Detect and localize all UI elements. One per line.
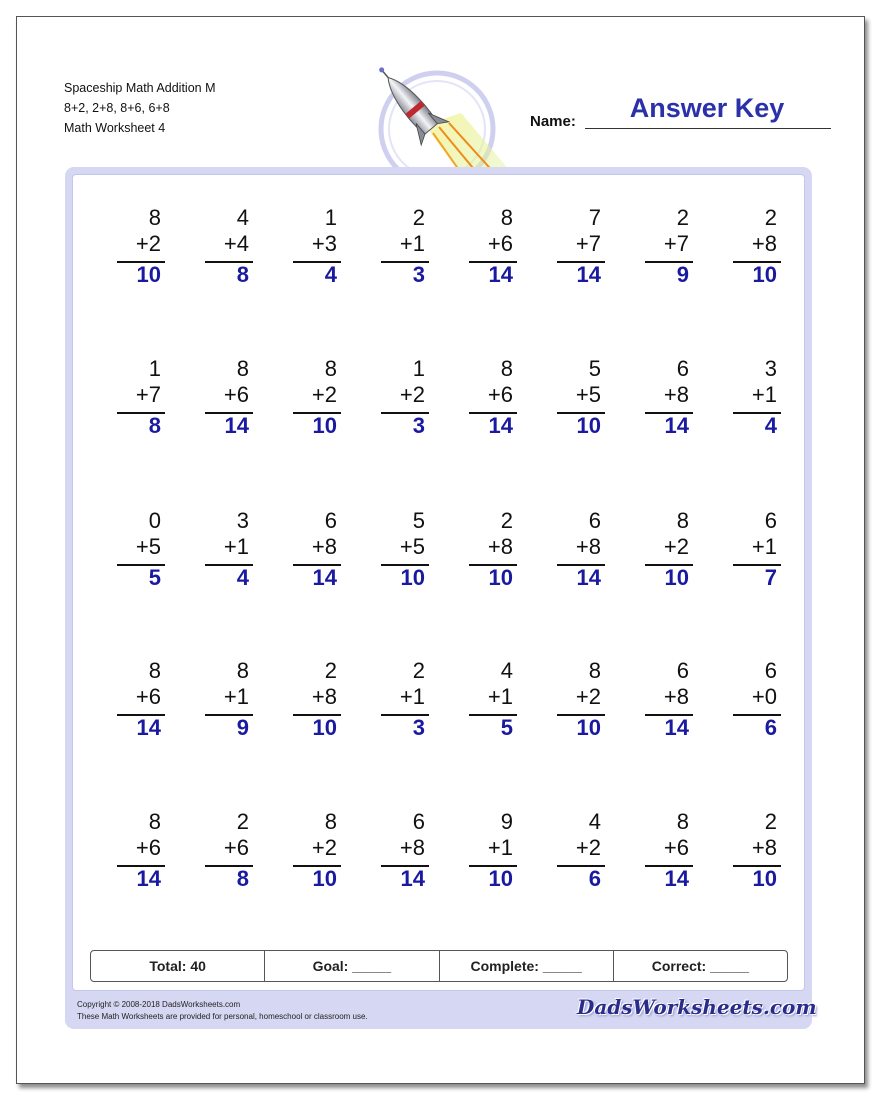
answer: 10 [752,866,777,891]
addend-bottom: +4 [223,231,249,256]
answer: 14 [136,866,161,891]
addend-top: 2 [500,508,513,533]
addend-top: 6 [676,356,689,381]
addend-bottom: +5 [135,534,161,559]
addend-top: 3 [764,356,777,381]
addend-top: 4 [500,658,513,683]
problem [121,205,161,287]
problem [737,658,777,740]
problem [737,809,777,891]
addend-bottom: +8 [663,382,689,407]
addend-top: 2 [236,809,249,834]
addend-top: 8 [500,205,513,230]
problem-area [72,174,805,991]
answer: 9 [676,262,689,287]
answer: 14 [400,866,425,891]
addend-bottom: +8 [311,534,337,559]
worksheet-header [64,78,215,138]
addend-bottom: +6 [487,382,513,407]
problem [297,658,337,740]
addend-bottom: +2 [575,835,601,860]
addend-bottom: +6 [223,382,249,407]
answer: 14 [576,262,601,287]
answer: 10 [312,413,337,438]
answer: 10 [136,262,161,287]
name-label: Name: [530,113,576,130]
addend-top: 8 [148,809,161,834]
answer: 14 [488,413,513,438]
problem [121,508,161,590]
goal-field[interactable]: Goal: _____ [265,951,439,981]
answer: 10 [576,413,601,438]
addend-top: 3 [236,508,249,533]
problem [561,205,601,287]
answer: 4 [764,413,777,438]
addend-top: 8 [324,809,337,834]
addend-top: 8 [148,658,161,683]
addend-top: 8 [236,658,249,683]
problem [121,356,161,438]
addend-top: 8 [324,356,337,381]
name-line[interactable] [585,128,831,129]
addend-top: 5 [588,356,601,381]
addend-top: 9 [500,809,513,834]
addend-bottom: +2 [399,382,425,407]
answer: 14 [224,413,249,438]
addend-bottom: +8 [751,835,777,860]
answer: 10 [312,866,337,891]
worksheet-page [16,16,865,1084]
problem [737,205,777,287]
addend-top: 4 [588,809,601,834]
correct-field[interactable]: Correct: _____ [651,958,750,974]
addend-top: 1 [148,356,161,381]
addend-bottom: +6 [223,835,249,860]
answer: 14 [136,715,161,740]
problem [473,508,513,590]
problem [209,658,249,740]
addend-top: 1 [324,205,337,230]
problem [649,809,689,891]
answer: 8 [236,262,249,287]
problem [737,508,777,590]
addend-bottom: +8 [751,231,777,256]
answer: 14 [664,715,689,740]
addend-bottom: +1 [751,534,777,559]
addend-bottom: +1 [487,684,513,709]
problem [561,356,601,438]
problem [561,809,601,891]
answer: 5 [500,715,513,740]
problem [121,809,161,891]
addend-top: 6 [412,809,425,834]
answer: 14 [312,565,337,590]
dadsworksheets-logo: DadsWorksheets.com [577,995,817,1019]
problem [473,356,513,438]
problem [649,356,689,438]
addend-top: 2 [324,658,337,683]
addend-top: 8 [500,356,513,381]
problem [473,205,513,287]
answer: 8 [148,413,161,438]
addend-top: 2 [676,205,689,230]
addend-bottom: +1 [487,835,513,860]
problem [649,205,689,287]
addend-bottom: +1 [751,382,777,407]
answer: 3 [412,413,425,438]
problem [209,205,249,287]
addend-bottom: +2 [663,534,689,559]
answer: 10 [488,565,513,590]
complete-field[interactable]: Complete: _____ [440,951,614,981]
problem [473,809,513,891]
problem [121,658,161,740]
addend-bottom: +2 [311,382,337,407]
answer: 5 [148,565,161,590]
addend-top: 6 [676,658,689,683]
problem [561,508,601,590]
answer: 10 [400,565,425,590]
answer: 14 [488,262,513,287]
addend-top: 8 [588,658,601,683]
addend-top: 6 [588,508,601,533]
addend-bottom: +2 [311,835,337,860]
problem [209,356,249,438]
answer: 10 [576,715,601,740]
worksheet-title: Spaceship Math Addition M [64,81,216,95]
addend-top: 6 [764,658,777,683]
problem [561,658,601,740]
answer: 14 [576,565,601,590]
problem [737,356,777,438]
addend-top: 5 [412,508,425,533]
answer: 3 [412,715,425,740]
addend-bottom: +5 [399,534,425,559]
problem [385,205,425,287]
addend-bottom: +2 [135,231,161,256]
addend-bottom: +7 [663,231,689,256]
addend-bottom: +8 [487,534,513,559]
addend-bottom: +3 [311,231,337,256]
total-count: Total: 40 [91,951,265,981]
usage-notice: These Math Worksheets are provided for personal, homeschool or classroom use. [77,1012,368,1021]
answer: 14 [664,413,689,438]
addend-bottom: +6 [663,835,689,860]
addend-top: 8 [676,809,689,834]
addend-top: 1 [412,356,425,381]
addend-bottom: +2 [575,684,601,709]
answer: 7 [764,565,777,590]
addend-bottom: +1 [399,684,425,709]
addend-bottom: +0 [751,684,777,709]
addend-top: 8 [676,508,689,533]
answer: 9 [236,715,249,740]
answer-key-heading: Answer Key [629,93,785,123]
addend-bottom: +6 [135,684,161,709]
addend-top: 2 [412,205,425,230]
problem [649,508,689,590]
addend-bottom: +7 [575,231,601,256]
answer: 14 [664,866,689,891]
addend-top: 0 [148,508,161,533]
addend-bottom: +1 [223,534,249,559]
problem [297,809,337,891]
addend-bottom: +6 [487,231,513,256]
addend-top: 2 [764,205,777,230]
addend-bottom: +8 [663,684,689,709]
problem [297,508,337,590]
copyright-text: Copyright © 2008-2018 DadsWorksheets.com [77,1000,241,1009]
answer: 4 [236,565,249,590]
answer: 8 [236,866,249,891]
addend-top: 4 [236,205,249,230]
answer: 10 [312,715,337,740]
problem [473,658,513,740]
worksheet-facts: 8+2, 2+8, 8+6, 6+8 [64,101,170,115]
addend-top: 6 [324,508,337,533]
problem [209,809,249,891]
addend-top: 7 [588,205,601,230]
problem [385,356,425,438]
addend-top: 8 [236,356,249,381]
answer: 3 [412,262,425,287]
addend-bottom: +1 [399,231,425,256]
addend-bottom: +1 [223,684,249,709]
addend-bottom: +8 [399,835,425,860]
footer-copyright [77,999,368,1023]
problem [385,809,425,891]
addend-bottom: +8 [575,534,601,559]
addend-bottom: +8 [311,684,337,709]
totals-bar [90,950,788,982]
answer: 4 [324,262,337,287]
problem [385,658,425,740]
answer: 6 [588,866,601,891]
addend-bottom: +7 [135,382,161,407]
addend-bottom: +6 [135,835,161,860]
answer: 10 [488,866,513,891]
addend-top: 2 [764,809,777,834]
problem [385,508,425,590]
addend-top: 8 [148,205,161,230]
problem [649,658,689,740]
addend-top: 6 [764,508,777,533]
problem [297,356,337,438]
answer: 6 [764,715,777,740]
answer: 10 [664,565,689,590]
answer: 10 [752,262,777,287]
worksheet-subtitle: Math Worksheet 4 [64,121,166,135]
problem [297,205,337,287]
problem-frame [65,167,817,1029]
problem [209,508,249,590]
addend-top: 2 [412,658,425,683]
addend-bottom: +5 [575,382,601,407]
